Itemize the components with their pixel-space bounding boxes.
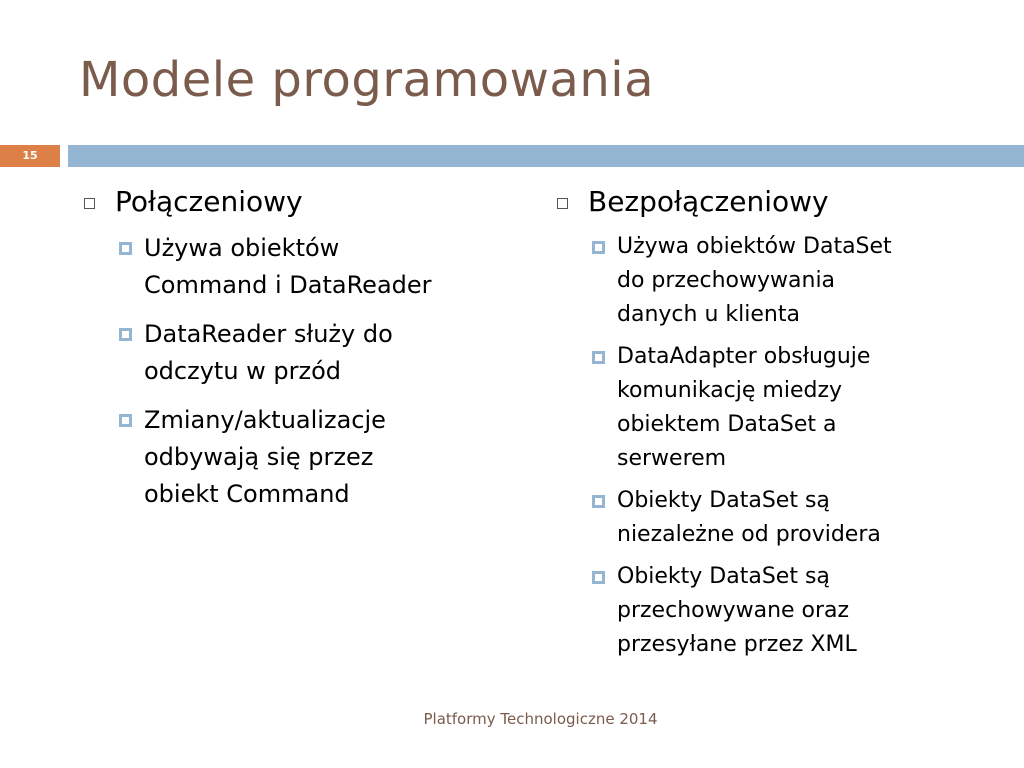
list-item [119, 230, 500, 304]
list-item [592, 560, 973, 662]
list-item-text: DataAdapter obsługuje komunikację miedzy obiektem DataSet a serwerem [617, 344, 871, 471]
accent-bar [68, 145, 1024, 167]
heading-label: Połączeniowy [115, 185, 303, 218]
slide-number-badge: 15 [0, 145, 60, 167]
slide-footer: Platformy Technologiczne 2014 [423, 710, 658, 728]
list-item-text: Obiekty DataSet są niezależne od providera [617, 488, 881, 547]
list-item [592, 230, 973, 332]
square-bullet-icon [119, 328, 132, 341]
square-bullet-icon [592, 495, 605, 508]
square-bullet-icon [592, 241, 605, 254]
square-bullet-icon [592, 351, 605, 364]
right-column [553, 184, 973, 670]
bullet-heading-right [553, 184, 973, 220]
list-item-text: Obiekty DataSet są przechowywane oraz przesyłane przez XML [617, 564, 857, 657]
list-item [592, 484, 973, 552]
list-item-text: Używa obiektów DataSet do przechowywania danych u klienta [617, 234, 892, 327]
list-item [119, 402, 500, 513]
list-item-text: Używa obiektów Command i DataReader [144, 234, 432, 299]
hollow-square-bullet-icon [557, 198, 568, 209]
right-sub-list [553, 230, 973, 662]
square-bullet-icon [119, 414, 132, 427]
square-bullet-icon [592, 571, 605, 584]
list-item [592, 340, 973, 476]
list-item [119, 316, 500, 390]
hollow-square-bullet-icon [84, 198, 95, 209]
list-item-text: DataReader służy do odczytu w przód [144, 320, 393, 385]
heading-label: Bezpołączeniowy [588, 185, 829, 218]
bullet-heading-left [80, 184, 500, 220]
left-sub-list [80, 230, 500, 513]
square-bullet-icon [119, 242, 132, 255]
left-column [80, 184, 500, 525]
list-item-text: Zmiany/aktualizacje odbywają się przez obiekt Command [144, 406, 386, 508]
slide-title: Modele programowania [79, 52, 655, 108]
